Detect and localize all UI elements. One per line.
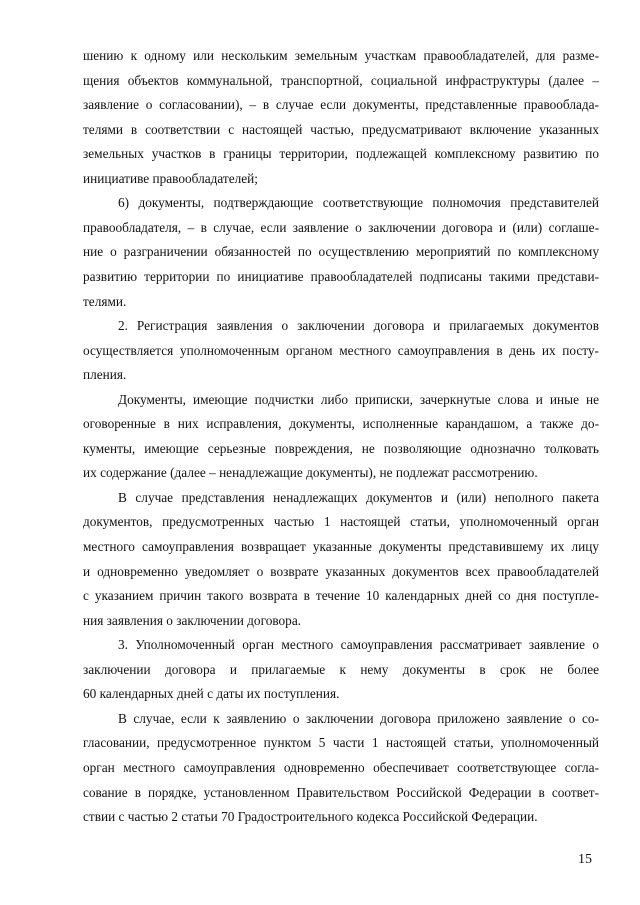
text-line: 3. Уполномоченный орган местного самоуправления рассматривает заявление о <box>118 637 599 653</box>
text-line: орган местного самоуправления одновременно обеспечивает соответствующее согла- <box>83 760 599 775</box>
text-line: с указанием причин такого возврата в течение 10 календарных дней со дня поступле- <box>83 588 599 604</box>
text-line: ния заявления о заключении договора. <box>83 612 302 628</box>
text-line: инициативе правообладателей; <box>83 170 258 186</box>
text-line: заявление о согласовании), – в случае если документы, представленные правооблада- <box>83 97 599 113</box>
text-line: местного самоуправления возвращает указанные документы представившему их лицу <box>83 539 599 554</box>
text-line: 60 календарных дней с даты их поступления. <box>83 686 340 702</box>
text-line: ствии с частью 2 статьи 70 Градостроительного кодекса Российской Федерации. <box>83 809 538 825</box>
text-line: В случае представления ненадлежащих документов и (или) неполного пакета <box>118 489 599 505</box>
text-line: земельных участков в границы территории, подлежащей комплексному развитию по <box>83 146 599 162</box>
text-line: пления. <box>83 367 127 383</box>
text-line: гласовании, предусмотренное пунктом 5 части 1 настоящей статьи, уполномоченный <box>83 735 599 751</box>
text-line: 6) документы, подтверждающие соответствующие полномочия представителей <box>118 195 599 211</box>
text-line: ние о разграничении обязанностей по осуществлению мероприятий по комплексному <box>83 244 599 260</box>
text-line: документов, предусмотренных частью 1 настоящей статьи, уполномоченный орган <box>83 514 599 530</box>
text-line: 2. Регистрация заявления о заключении договора и прилагаемых документов <box>118 318 599 334</box>
text-line: правообладателя, – в случае, если заявление о заключении договора и (или) соглаше- <box>83 219 599 235</box>
text-line: сование в порядке, установленном Правительством Российской Федерации в соответ- <box>83 784 599 800</box>
text-line: шению к одному или нескольким земельным участкам правообладателей, для разме- <box>83 48 599 63</box>
text-line: В случае, если к заявлению о заключении договора приложено заявление о со- <box>118 710 599 726</box>
text-line: телями в соответствии с настоящей частью, предусматривают включение указанных <box>83 121 599 137</box>
text-line: заключении договора и прилагаемые к нему документы в срок не более <box>83 661 599 677</box>
text-line: осуществляется уполномоченным органом местного самоуправления в день их посту- <box>83 342 599 358</box>
text-line: оговоренные в них исправления, документы, исполненные карандашом, а также до- <box>83 416 599 432</box>
page-number: 15 <box>578 852 592 867</box>
text-line: Документы, имеющие подчистки либо приписки, зачеркнутые слова и иные не <box>118 391 599 407</box>
text-line: их содержание (далее – ненадлежащие документы), не подлежат рассмотрению. <box>83 465 538 481</box>
text-line: щения объектов коммунальной, транспортной, социальной инфраструктуры (далее – <box>83 72 599 88</box>
text-line: кументы, имеющие серьезные повреждения, не позволяющие однозначно толковать <box>83 440 599 456</box>
text-line: развитию территории по инициативе правообладателей подписаны такими представи- <box>83 269 599 284</box>
text-line: и одновременно уведомляет о возврате указанных документов всех правообладателей <box>83 563 599 579</box>
text-line: телями. <box>83 293 127 309</box>
